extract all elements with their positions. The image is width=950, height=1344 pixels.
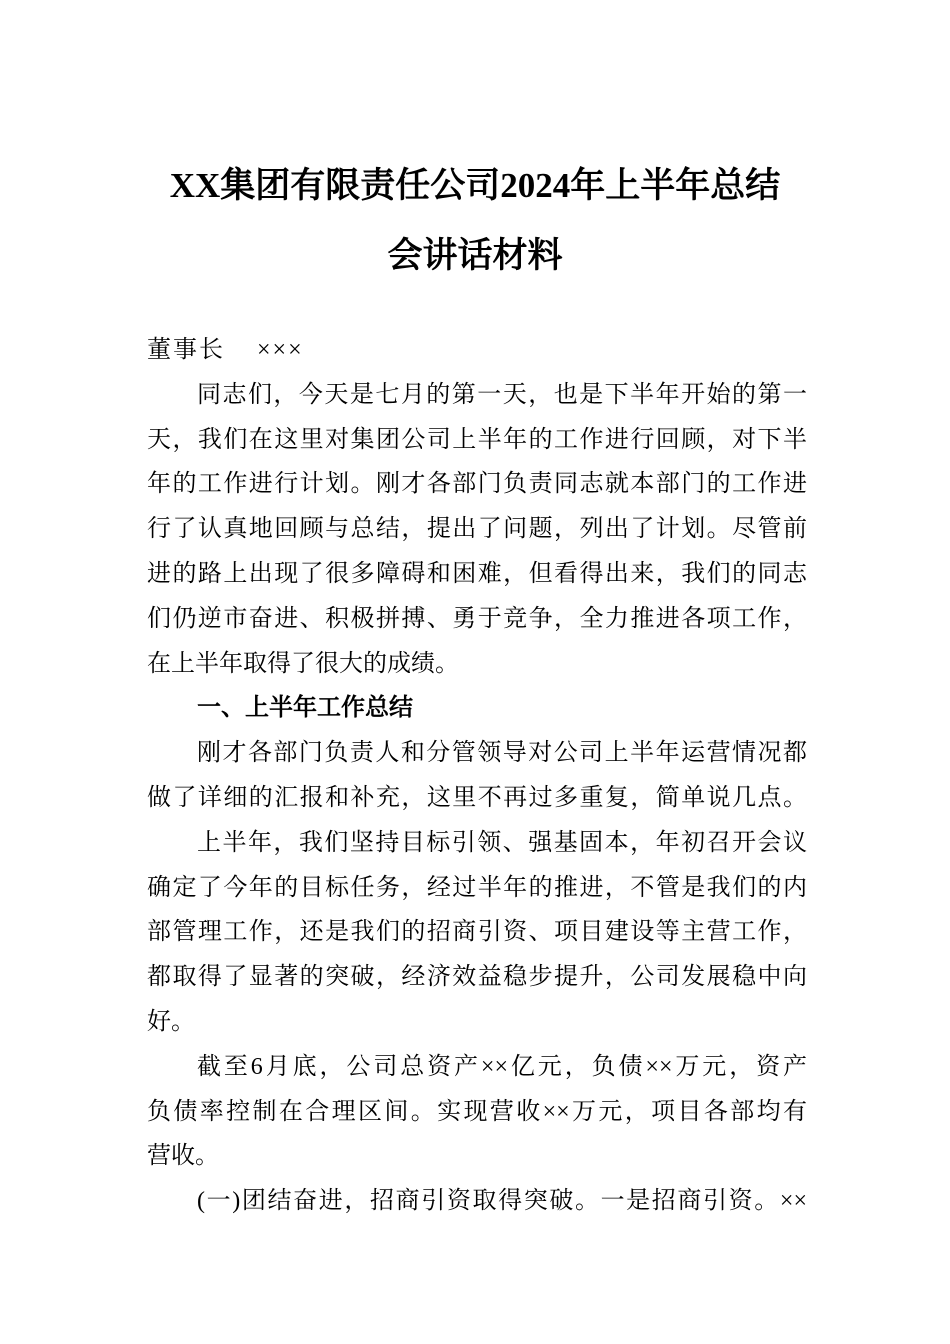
document-body <box>147 328 807 1224</box>
body-text-line: 年的工作进行计划。刚才各部门负责同志就本部门的工作进 <box>147 471 807 498</box>
body-text-line: 上半年，我们坚持目标引领、强基固本，年初召开会议 <box>197 829 807 856</box>
body-text-line: 做了详细的汇报和补充，这里不再过多重复，简单说几点。 <box>147 784 807 811</box>
document-title-line-2: 会讲话材料 <box>387 236 563 275</box>
body-text-line: 负债率控制在合理区间。实现营收××万元，项目各部均有 <box>147 1098 807 1125</box>
body-text-line: 都取得了显著的突破，经济效益稳步提升，公司发展稳中向 <box>147 964 807 991</box>
body-text-line: 确定了今年的目标任务，经过半年的推进，不管是我们的内 <box>147 874 807 901</box>
body-text-line: 在上半年取得了很大的成绩。 <box>147 650 459 677</box>
body-text-line: 天，我们在这里对集团公司上半年的工作进行回顾，对下半 <box>147 426 807 453</box>
body-text-line: 刚才各部门负责人和分管领导对公司上半年运营情况都 <box>197 740 807 767</box>
section-heading: 一、上半年工作总结 <box>197 694 413 722</box>
body-text-line: 同志们，今天是七月的第一天，也是下半年开始的第一 <box>197 381 807 408</box>
body-paragraphs <box>147 373 807 1224</box>
body-text-line: 们仍逆市奋进、积极拼搏、勇于竞争，全力推进各项工作， <box>147 605 807 632</box>
body-text-line: 行了认真地回顾与总结，提出了问题，列出了计划。尽管前 <box>147 516 807 543</box>
body-text-line: 好。 <box>147 1008 195 1035</box>
body-text-line: 营收。 <box>147 1143 219 1170</box>
document-title-line-1: XX集团有限责任公司2024年上半年总结 <box>169 166 781 205</box>
speaker-line: 董事长 ××× <box>147 337 304 363</box>
body-text-line: 部管理工作，还是我们的招商引资、项目建设等主营工作， <box>147 919 807 946</box>
body-text-line: 截至6月底，公司总资产××亿元，负债××万元，资产 <box>197 1053 807 1080</box>
body-text-line: 进的路上出现了很多障碍和困难，但看得出来，我们的同志 <box>147 560 807 587</box>
body-text-line: (一)团结奋进，招商引资取得突破。一是招商引资。×× <box>197 1188 807 1215</box>
